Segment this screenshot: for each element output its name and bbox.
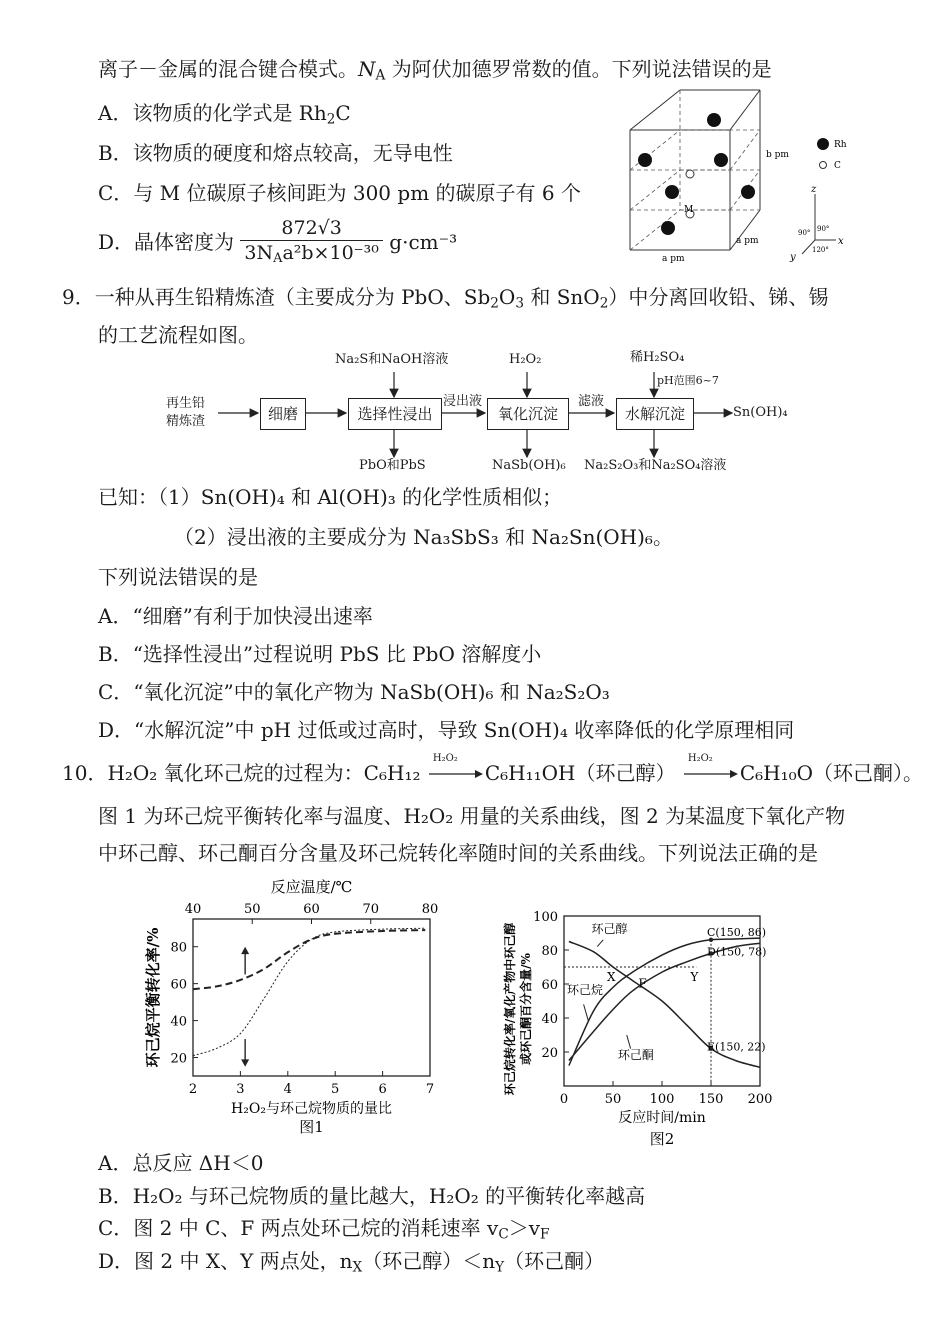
q8-option-b[interactable] [98,140,453,166]
den-a: 3N [244,242,274,264]
series-line-1 [193,930,425,989]
x-tick-label: 2 [188,1082,198,1097]
density-fraction [240,216,383,271]
flow-out-nasboh6: NaSb(OH)₆ [492,458,566,473]
fraction-numerator: 872√3 [240,216,383,241]
option-mid: ＞v [508,1216,541,1240]
y-tick-label: 20 [541,1046,558,1061]
chart-caption: 图1 [299,1118,324,1136]
q9-text-c: 和 SnO [523,285,600,309]
plot-frame [193,919,430,1076]
option-text: 图 2 中 C、F 两点处环己烷的消耗速率 v [133,1216,499,1240]
flow-step-hydrolysis: 水解沉淀 [616,398,694,430]
series-label: 环己烷 [566,983,603,998]
flow-reagent-h2so4: 稀H₂SO₄ [630,350,685,365]
option-label: B． [98,141,133,165]
q9-known-2: （2）浸出液的主要成分为 Na₃SbS₃ 和 Na₂Sn(OH)₆。 [174,525,673,549]
q10-stem-line3: 中环己醇、环己酮百分含量及环己烷转化率随时间的关系曲线。下列说法正确的是 [98,841,818,865]
q10-stem-a: H₂O₂ 氧化环己烷的过程为：C₆H₁₂ [107,761,421,785]
rh-legend-icon [817,138,829,150]
option-text: 总反应 ΔH＜0 [132,1151,264,1175]
density-unit: g·cm⁻³ [389,230,458,255]
y-tick-label: 100 [533,910,558,925]
flow-leachate-label: 浸出液 [443,394,483,409]
figure-1-chart [140,874,450,1150]
q9-option-c[interactable] [98,679,610,705]
point-label-D: D(150, 78) [707,945,767,959]
axis-z: z [811,184,817,195]
q10-option-b[interactable] [98,1183,645,1209]
series-label-leader [627,1035,631,1049]
axis-y: y [790,252,796,263]
x-tick-label: 5 [331,1082,340,1097]
arrow-label-1: H₂O₂ [432,752,458,764]
up-arrow-head [241,947,249,954]
x-tick-label: 0 [559,1092,569,1107]
q10-stem-b: C₆H₁₁OH（环己醇） [484,761,676,785]
option-text: 与 M 位碳原子核间距为 300 pm 的碳原子有 6 个 [133,181,581,205]
y-tick-label: 80 [170,940,187,956]
q8-option-c[interactable] [98,180,581,206]
option-label: A． [98,604,133,628]
flow-filtrate-label: 滤液 [578,394,605,409]
q9-sub3: 2 [599,295,609,312]
x-tick-label: 200 [747,1092,773,1107]
series-label-leader [597,940,603,947]
q9-stem-line2: 的工艺流程如图。 [98,323,258,347]
flow-ph-note: pH范围6~7 [657,374,719,387]
q9-option-d[interactable] [98,717,794,743]
option-text: 图 2 中 X、Y 两点处，n [134,1249,353,1273]
flow-step-grind: 细磨 [260,398,306,430]
option-text-end: C [335,101,351,125]
option-text: 晶体密度为 [134,230,235,255]
q10-option-d[interactable] [98,1248,604,1280]
q10-stem-c: C₆H₁₀O（环己酮）。 [739,761,924,785]
q9-text-b: O [498,285,516,309]
series-line-2 [193,928,425,1055]
crystal-cell-figure [618,84,868,264]
angle-2: 90° [817,225,830,233]
x2-tick-label: 50 [243,902,261,917]
x-axis-title: 反应时间/min [618,1110,706,1126]
y-tick-label: 60 [541,978,558,993]
point-label-E: E(150, 22) [707,1040,766,1054]
q8-stem-a: 离子－金属的混合键合模式。 [98,57,358,81]
axis-x: x [838,236,844,247]
option-mid: （环己醇）＜n [362,1249,496,1273]
flow-start-2: 精炼渣 [166,414,206,429]
rh-atoms [638,113,755,235]
option-label: A． [98,101,133,125]
option-label: D． [98,1249,135,1273]
q10-number: 10． [62,761,108,785]
flow-start-1: 再生铅 [166,396,206,411]
down-arrow-head [241,1059,249,1066]
a-pm-bottom-label: a pm [662,254,685,264]
option-label: C． [98,1216,134,1240]
na-symbol: N [358,57,376,81]
angle-1: 90° [798,229,811,237]
x-tick-label: 3 [236,1082,245,1097]
y-tick-label: 40 [541,1012,558,1027]
y-tick-label: 60 [170,977,187,993]
reaction-arrow-2 [682,752,740,785]
x2-tick-label: 70 [362,902,380,917]
point-label-Y: Y [690,970,699,984]
q10-option-c[interactable] [98,1215,549,1247]
option-label: C． [98,680,134,704]
na-sub: A [375,67,386,84]
den-sub: A [273,251,283,267]
option-label: D． [98,718,135,742]
fraction-denominator [240,241,383,271]
axes-icon [802,194,836,254]
series-label: 环己酮 [617,1047,654,1062]
q10-option-a[interactable] [98,1150,263,1176]
option-label: B． [98,1184,133,1208]
option-text: 该物质的化学式是 Rh [132,101,327,125]
q8-option-d[interactable] [98,216,457,271]
option-sub: F [540,1226,550,1243]
option-text: “细磨”有利于加快浸出速率 [132,604,373,628]
option-text: “选择性浸出”过程说明 PbS 比 PbO 溶解度小 [132,642,542,666]
series-label: 环己醇 [591,922,628,936]
legend-c: C [834,161,841,171]
q10-stem [62,752,924,786]
flow-arrows [200,360,740,460]
x-tick-label: 50 [604,1092,622,1107]
q9-text-a: 一种从再生铅精炼渣（主要成分为 PbO、Sb [94,285,491,309]
y-axis-title-line2: 或环己酮百分含量/% [519,953,533,1065]
option-label: A． [98,1151,133,1175]
q9-stem [62,284,828,316]
arrow-label-2: H₂O₂ [687,752,713,764]
q9-option-a[interactable] [98,603,373,629]
y-axis-title-line1: 环己烷转化率/氧化产物中环己醇 [503,922,517,1096]
flow-out-pbo-pbs: PbO和PbS [359,458,426,473]
option-sub: X [352,1259,363,1276]
option-sub: C [498,1226,509,1243]
reaction-arrow-1 [427,752,485,785]
point-label-F: F [638,976,647,991]
y-axis-title: 环己烷平衡转化率/% [144,927,162,1068]
option-text: H₂O₂ 与环己烷物质的量比越大，H₂O₂ 的平衡转化率越高 [132,1184,646,1208]
flow-step-oxidize: 氧化沉淀 [487,398,569,430]
x-axis-title: H₂O₂与环己烷物质的量比 [231,1101,392,1117]
x-tick-label: 100 [649,1092,675,1107]
den-b: a²b×10⁻³⁰ [282,242,379,264]
flow-out-solution: Na₂S₂O₃和Na₂SO₄溶液 [584,458,727,473]
c-legend-icon [820,162,827,169]
b-pm-label: b pm [766,150,789,160]
y-tick-label: 20 [170,1051,187,1067]
chart-caption: 图2 [649,1130,675,1148]
x2-tick-label: 80 [421,902,439,917]
flow-step-leach: 选择性浸出 [348,398,442,430]
x-tick-label: 6 [378,1082,387,1097]
y-axis-title [502,923,533,1095]
option-label: D． [98,230,135,255]
series-label-leader [584,1004,589,1021]
flow-reagent-h2o2: H₂O₂ [509,352,542,367]
q8-option-a[interactable] [98,100,351,132]
angle-3: 120° [812,246,829,254]
a-pm-side-label: a pm [736,236,759,246]
option-text: “水解沉淀”中 pH 过低或过高时，导致 Sn(OH)₄ 收率降低的化学原理相同 [134,718,795,742]
option-text: “氧化沉淀”中的氧化产物为 NaSb(OH)₆ 和 Na₂S₂O₃ [133,680,610,704]
option-label: B． [98,642,133,666]
legend-rh: Rh [834,140,847,150]
option-text: 该物质的硬度和熔点较高，无导电性 [132,141,453,165]
x-tick-label: 7 [425,1082,435,1097]
flow-product: Sn(OH)₄ [733,405,788,420]
q9-text-d: ）中分离回收铅、锑、锡 [608,285,829,309]
option-end: （环己酮） [504,1249,605,1273]
option-label: C． [98,181,134,205]
point-label-C: C(150, 86) [707,925,766,939]
q10-stem-line2: 图 1 为环己烷平衡转化率与温度、H₂O₂ 用量的关系曲线，图 2 为某温度下氧化产物 [98,804,846,828]
q9-sub1: 2 [490,295,499,312]
m-site-label: M [684,205,694,215]
q9-option-b[interactable] [98,641,541,667]
q8-stem-b: 为阿伏加德罗常数的值。下列说法错误的是 [391,57,772,81]
q9-number: 9． [62,285,95,309]
x-tick-label: 150 [698,1092,724,1107]
x2-axis-title: 反应温度/℃ [270,878,353,896]
q9-ask: 下列说法错误的是 [98,565,258,589]
flow-reagent-na2s: Na₂S和NaOH溶液 [335,352,449,367]
option-sub: 2 [326,111,336,128]
x2-tick-label: 40 [184,902,202,917]
y-tick-label: 40 [170,1014,187,1030]
q9-known-1: 已知：（1）Sn(OH)₄ 和 Al(OH)₃ 的化学性质相似； [98,485,563,509]
x-tick-label: 4 [283,1082,292,1097]
figure-2-chart [492,900,792,1150]
option-sub: Y [495,1259,505,1276]
x2-tick-label: 60 [303,902,320,917]
point-label-X: X [607,970,616,984]
q9-sub2: 3 [515,295,524,312]
y-tick-label: 80 [541,944,558,959]
